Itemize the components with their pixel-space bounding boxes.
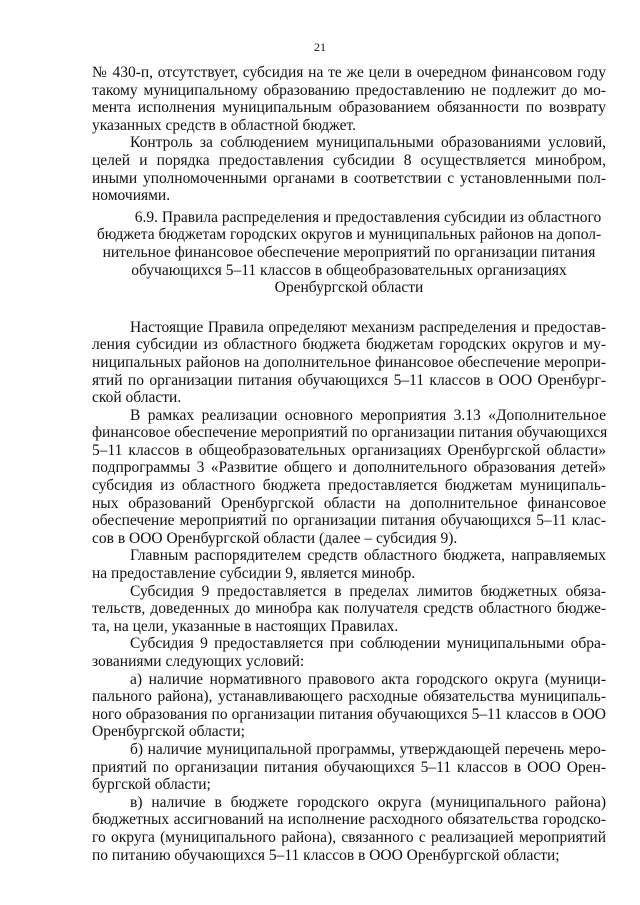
paragraph-line: подпрограммы 3 «Развитие общего и дополнительного образования детей» [92, 459, 606, 477]
paragraph-line: целей и порядка предоставления субсидии 8 осуществляется минобром, [92, 151, 606, 169]
paragraph [92, 583, 606, 636]
paragraph [92, 64, 606, 134]
paragraph-line: ного образования по организации питания обучающихся 5–11 классов в ООО [92, 705, 606, 723]
paragraph-line: зованиями следующих условий: [92, 653, 305, 670]
heading-line: нительное финансовое обеспечение мероприятий по организации питания [102, 243, 596, 261]
paragraph-line: мента исполнения муниципальным образованием обязанности по возврату [92, 99, 606, 117]
paragraph-line: иными уполномоченными органами в соответствии с установленными пол- [92, 169, 606, 187]
paragraph-line: Субсидия 9 предоставляется при соблюдении муниципальными обра- [130, 635, 606, 653]
paragraph-line: номочиями. [92, 187, 171, 205]
paragraph [92, 671, 606, 741]
paragraph-line: Контроль за соблюдением муниципальными образованиями условий, [130, 134, 606, 152]
paragraph-line: ниципальных районов на дополнительное финансовое обеспечение меропри- [92, 353, 606, 371]
paragraph-line: а) наличие нормативного правового акта городского округа (муници- [130, 670, 606, 688]
heading-line: обучающихся 5–11 классов в общеобразовательных организациях [131, 261, 567, 279]
paragraph [92, 635, 606, 670]
heading-line: 6.9. Правила распределения и предоставления субсидии из областного [134, 208, 602, 226]
paragraph-line: Оренбургской области; [92, 723, 245, 741]
paragraph-line: на предоставление субсидии 9, является минобр. [92, 565, 416, 583]
paragraph-line: такому муниципальному образованию предоставлению не подлежит до мо- [92, 81, 606, 99]
paragraph [92, 319, 606, 407]
page-number: 21 [314, 40, 326, 54]
paragraph-line: го округа (муниципального района), связанного с реализацией мероприятий [92, 828, 606, 846]
paragraph-line: ления субсидии из областного бюджета бюджетам городских округов и му- [92, 336, 606, 354]
paragraph [92, 547, 606, 582]
paragraph-line: В рамках реализации основного мероприятия 3.13 «Дополнительное [130, 406, 606, 424]
paragraph [92, 407, 606, 548]
document-body [92, 64, 606, 864]
paragraph-line: в) наличие в бюджете городского округа (муниципального района) [130, 793, 606, 811]
paragraph-line: пального района), устанавливающего расходные обязательства муниципаль- [92, 688, 606, 706]
paragraph-line: Главным распорядителем средств областного бюджета, направляемых [130, 547, 606, 565]
paragraph-line: указанных средств в областной бюджет. [92, 116, 356, 134]
paragraph-line: приятий по организации питания обучающихся 5–11 классов в ООО Орен- [92, 758, 606, 776]
paragraph [92, 741, 606, 794]
paragraph-line: ных образований Оренбургской области на дополнительное финансовое [92, 494, 606, 512]
paragraph-line: сов в ООО Оренбургской области (далее – субсидия 9). [92, 529, 458, 547]
paragraph-line: обеспечение мероприятий по организации питания обучающихся 5–11 клас- [92, 512, 606, 530]
paragraph-line: бюджетных ассигнований на исполнение расходного обязательства городско- [92, 811, 606, 829]
paragraph-line: та, на цели, указанные в настоящих Правилах. [92, 617, 399, 635]
paragraph-line: ской области. [92, 389, 182, 407]
paragraph-line: 5–11 классов в общеобразовательных организациях Оренбургской области» [92, 441, 606, 459]
paragraph-line: Настоящие Правила определяют механизм распределения и предостав- [130, 318, 606, 336]
paragraph-line: по питанию обучающихся 5–11 классов в ООО Оренбургской области; [92, 846, 560, 864]
paragraph-line: субсидия из областного бюджета предоставляется бюджетам муниципаль- [92, 477, 606, 495]
paragraph-line: Субсидия 9 предоставляется в пределах лимитов бюджетных обяза- [130, 582, 606, 600]
paragraph-line: б) наличие муниципальной программы, утверждающей перечень меро- [130, 740, 606, 758]
paragraph-line: ятий по организации питания обучающихся 5–11 классов в ООО Оренбург- [92, 371, 606, 389]
paragraph-line: финансовое обеспечение мероприятий по организации питания обучающихся [92, 424, 608, 442]
section-heading [92, 209, 606, 297]
heading-line: Оренбургской области [274, 279, 424, 297]
paragraph [92, 794, 606, 864]
paragraph-line: тельств, доведенных до минобра как получателя средств областного бюдже- [92, 600, 606, 618]
heading-line: бюджета бюджетам городских округов и муниципальных районов на допол- [96, 226, 602, 244]
paragraph [92, 134, 606, 204]
paragraph-line: № 430-п, отсутствует, субсидия на те же цели в очередном финансовом году [92, 64, 606, 81]
paragraph-line: бургской области; [92, 776, 211, 794]
